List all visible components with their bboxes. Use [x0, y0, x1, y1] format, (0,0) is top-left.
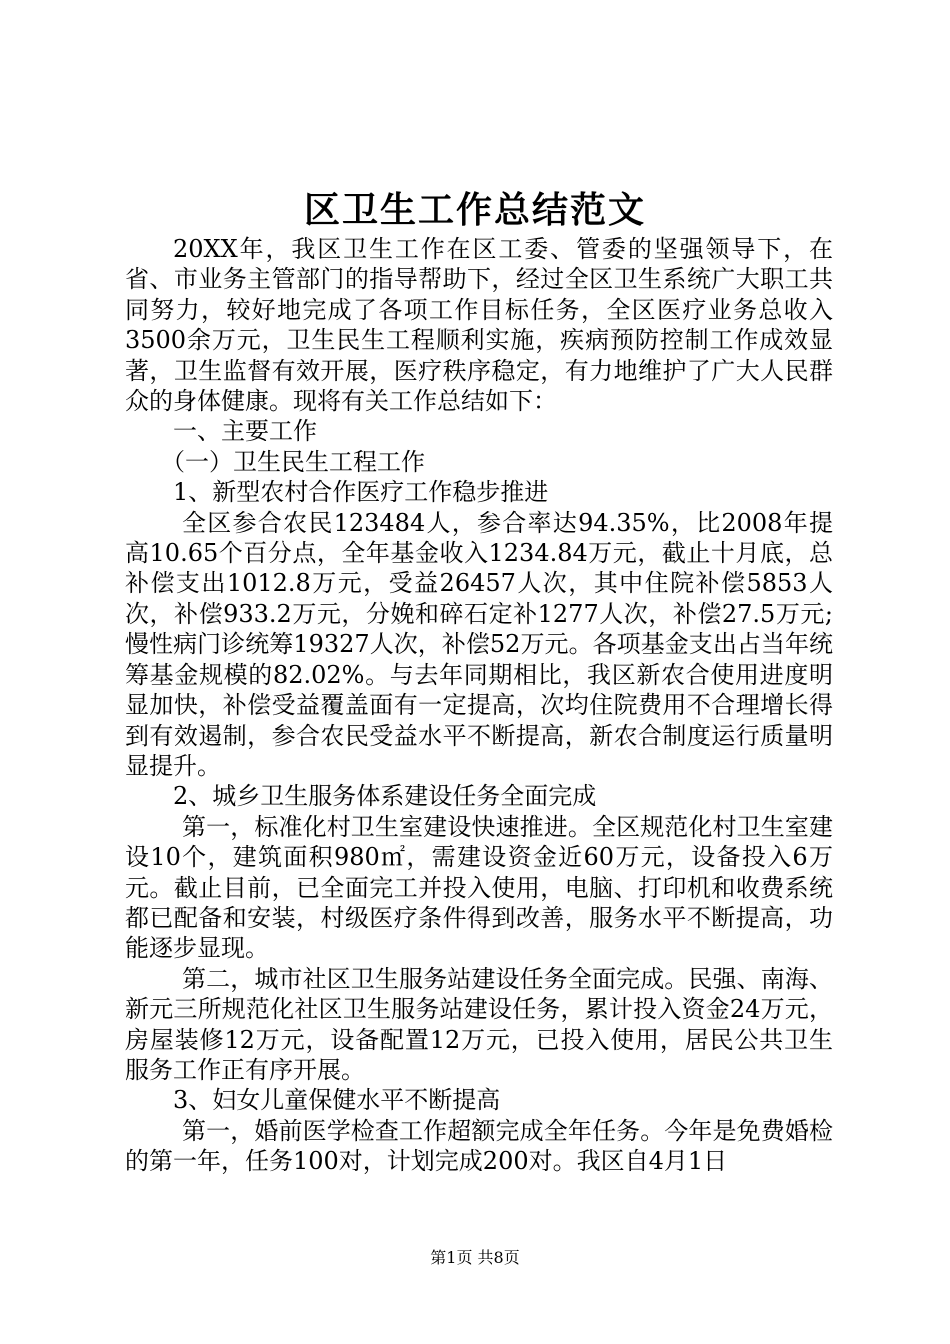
paragraph-village-clinics: 第一，标准化村卫生室建设快速推进。全区规范化村卫生室建设10个，建筑面积980㎡，需建设资金近60万元，设备投入6万元。截止目前，已全面完工并投入使用，电脑、打印机和收费系统都已配备和安装，村级医疗条件得到改善，服务水平不断提高，功能逐步显现。	[125, 812, 833, 963]
section-heading-main-work: 一、主要工作	[173, 417, 317, 446]
intro-paragraph: 20XX年，我区卫生工作在区工委、管委的坚强领导下，在省、市业务主管部门的指导帮助下，经过全区卫生系统广大职工共同努力，较好地完成了各项工作目标任务，全区医疗业务总收入3500余万元，卫生民生工程顺利实施，疾病预防控制工作成效显著，卫生监督有效开展，医疗秩序稳定，有力地维护了广大人民群众的身体健康。现将有关工作总结如下：	[125, 235, 833, 416]
item-heading-health-service-system: 2、城乡卫生服务体系建设任务全面完成	[173, 782, 597, 811]
paragraph-premarital-checkup: 第一，婚前医学检查工作超额完成全年任务。今年是免费婚检的第一年，任务100对，计划完成200对。我区自4月1日	[125, 1116, 833, 1176]
item-heading-women-children-health: 3、妇女儿童保健水平不断提高	[173, 1086, 501, 1115]
document-title: 区卫生工作总结范文	[303, 189, 646, 231]
item-heading-rural-cooperative-medical: 1、新型农村合作医疗工作稳步推进	[173, 478, 549, 507]
page-footer: 第1页 共8页	[430, 1248, 520, 1267]
document-body	[125, 234, 833, 1177]
paragraph-rural-cooperative-medical: 全区参合农民123484人，参合率达94.35%，比2008年提高10.65个百分点，全年基金收入1234.84万元，截止十月底，总补偿支出1012.8万元，受益26457人次，其中住院补偿5853人次，补偿933.2万元，分娩和碎石定补1277人次，补偿27.5万元;慢性病门诊统筹19327人次，补偿52万元。各项基金支出占当年统筹基金规模的82.02%。与去年同期相比，我区新农合使用进度明显加快，补偿受益覆盖面有一定提高，次均住院费用不合理增长得到有效遏制，参合农民受益水平不断提高，新农合制度运行质量明显提升。	[125, 508, 833, 780]
subsection-heading-health-livelihood: （一）卫生民生工程工作	[161, 447, 425, 476]
paragraph-community-health-stations: 第二，城市社区卫生服务站建设任务全面完成。民强、南海、新元三所规范化社区卫生服务站建设任务，累计投入资金24万元，房屋装修12万元，设备配置12万元，已投入使用，居民公共卫生服务工作正有序开展。	[125, 964, 833, 1084]
